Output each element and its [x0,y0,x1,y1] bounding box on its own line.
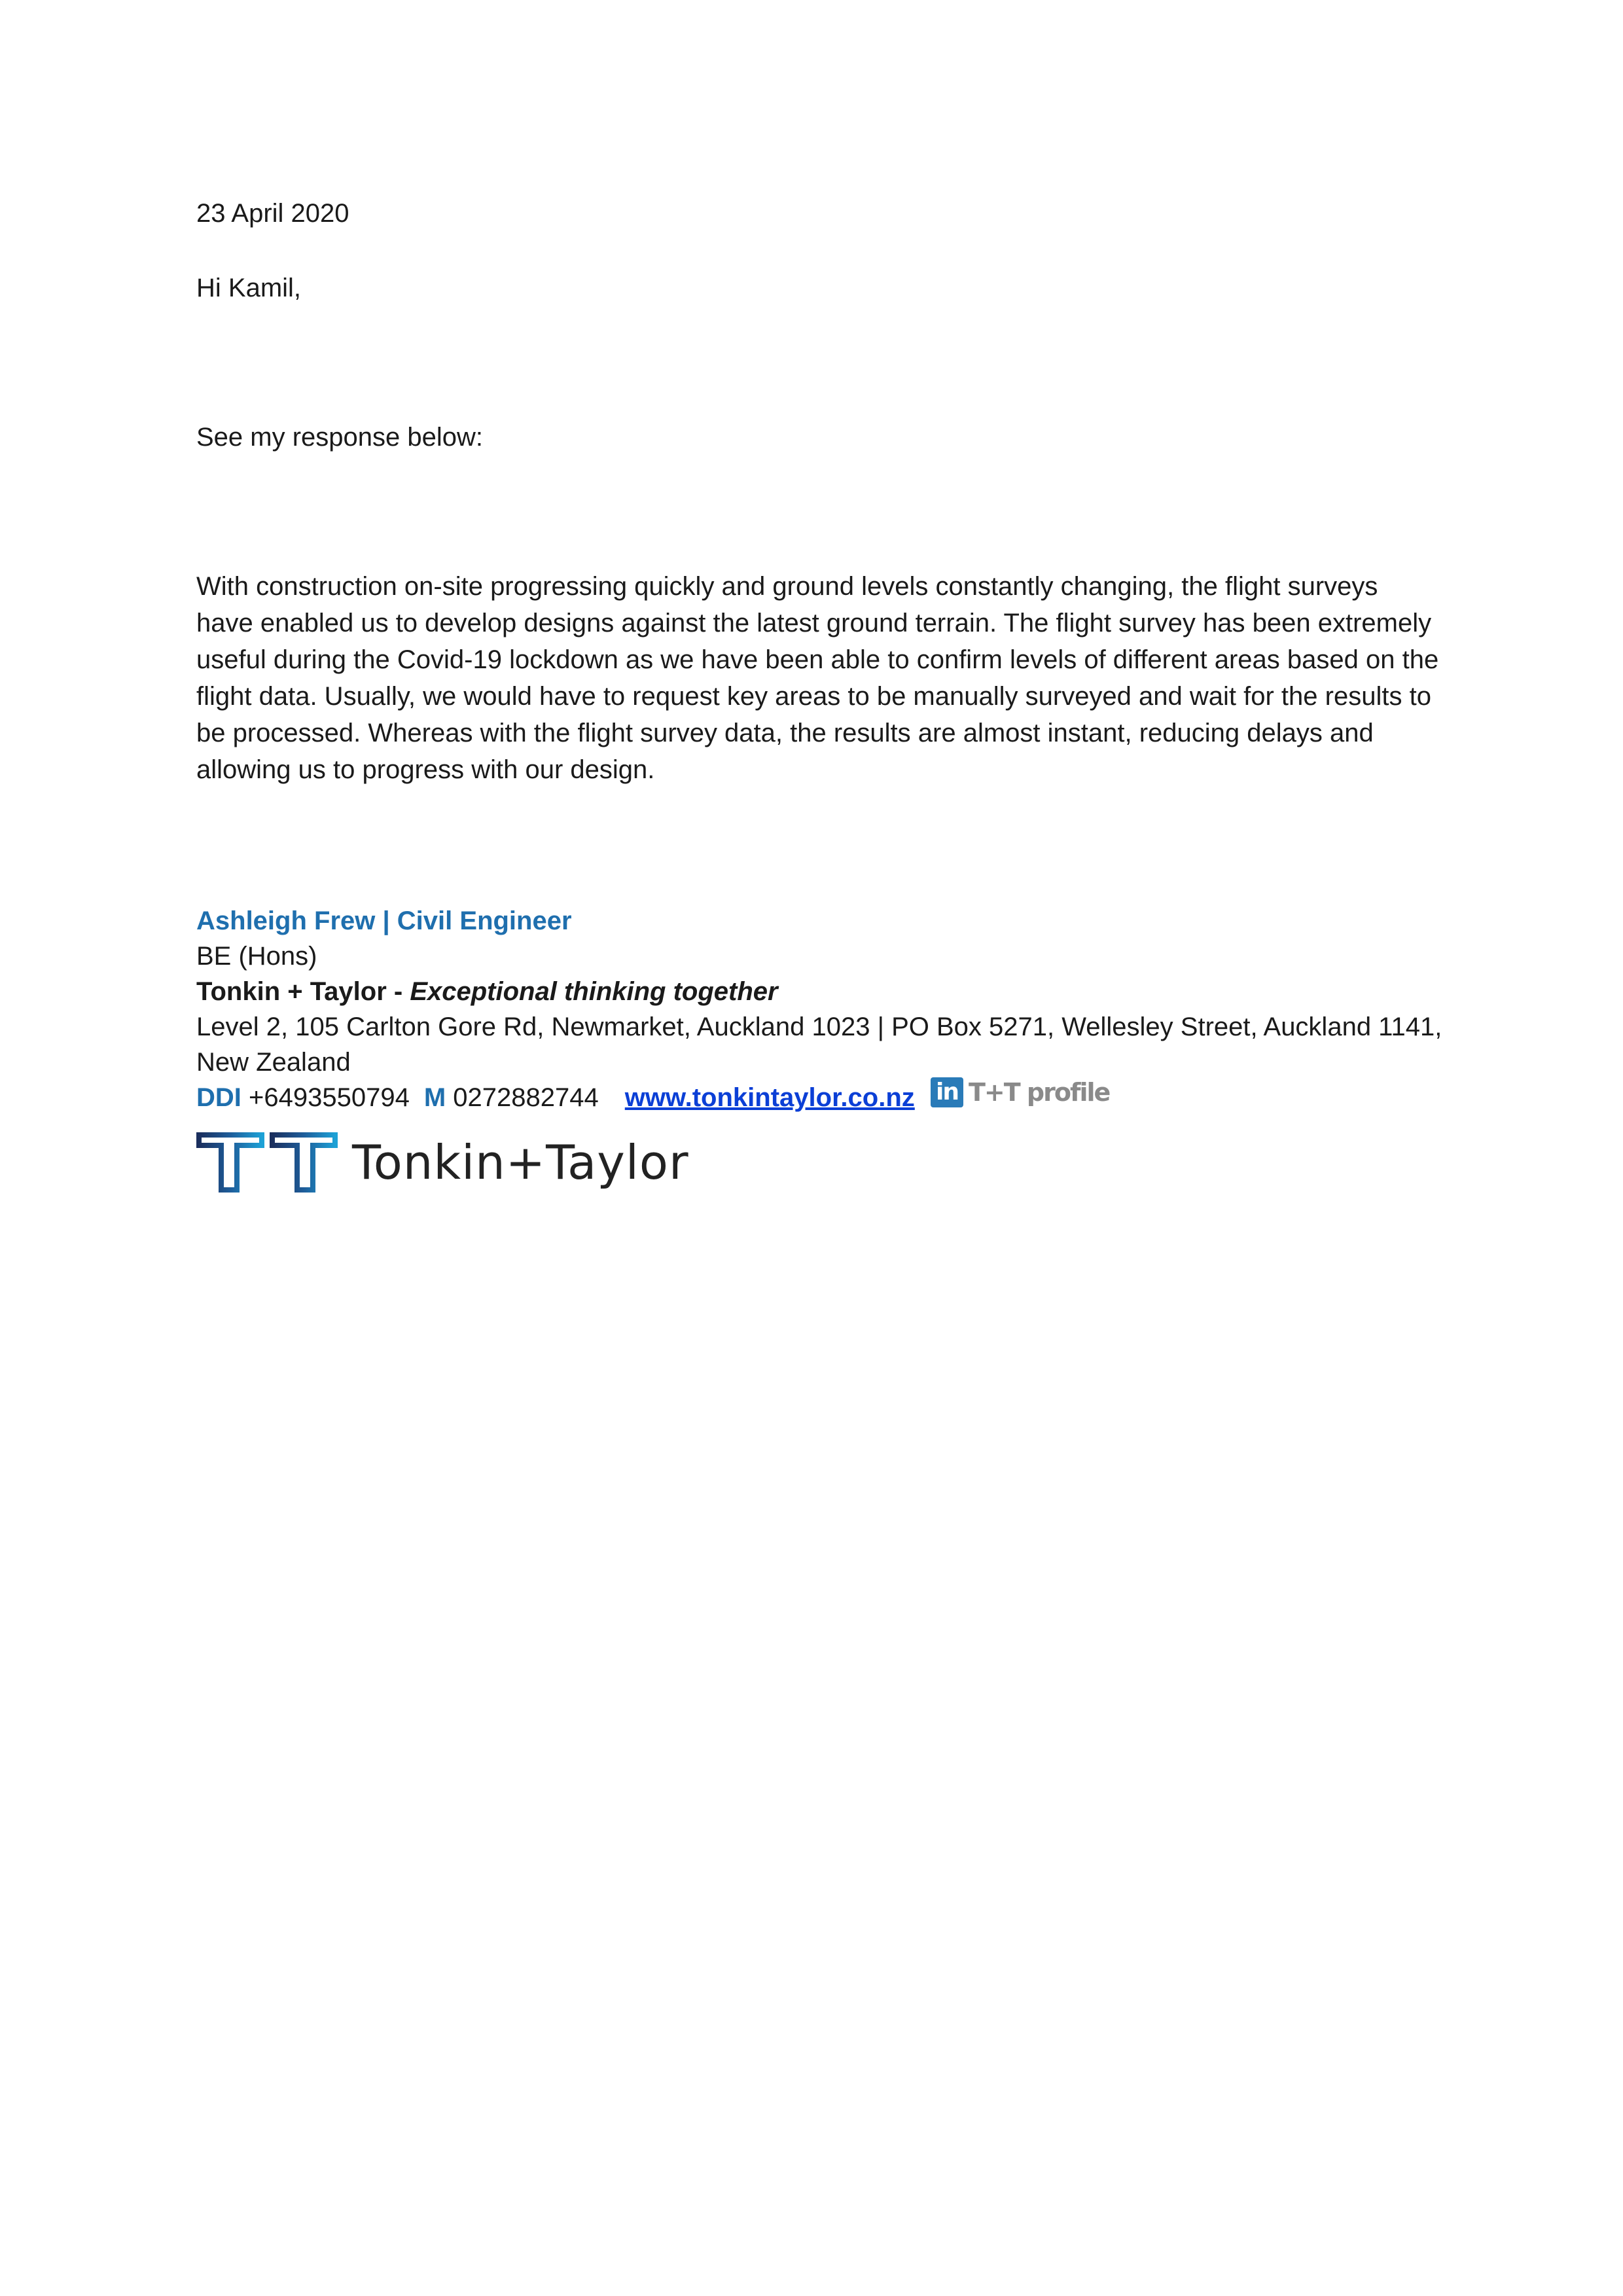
mobile-label: M [423,1083,446,1112]
mobile-number[interactable]: 0272882744 [453,1083,599,1112]
company-tagline: Exceptional thinking together [410,977,778,1006]
signature-contact [196,1080,915,1115]
tonkin-taylor-logo [196,1131,689,1194]
letter-intro: See my response below: [196,423,484,452]
ddi-number[interactable]: +6493550794 [249,1083,410,1112]
website-link[interactable]: www.tonkintaylor.co.nz [624,1083,915,1112]
signature-credentials: BE (Hons) [196,942,317,971]
letter-date: 23 April 2020 [196,199,349,228]
signature-name-title: Ashleigh Frew | Civil Engineer [196,906,572,935]
linkedin-profile-text: T+T profile [969,1078,1110,1107]
signature-company [196,974,778,1009]
tt-logo-mark-icon [196,1131,338,1194]
linkedin-icon: in [931,1077,963,1107]
logo-wordmark: Tonkin+Taylor [352,1135,689,1190]
letter-body: With construction on-site progressing quickly and ground levels constantly changing, the flight surveys have enabled us to develop designs against the latest ground terrain. The flight survey has been extremely useful during the Covid-19 lockdown as we have been able to confirm levels of different areas based on the flight data. Usually, we would have to request key areas to be manually surveyed and wait for the results to be processed. Whereas with the flight survey data, the results are almost instant, reducing delays and allowing us to progress with our design. [196,572,1439,784]
linkedin-profile-link[interactable] [931,1076,1109,1109]
company-name: Tonkin + Taylor - [196,977,410,1006]
letter-greeting: Hi Kamil, [196,274,302,302]
signature-address: Level 2, 105 Carlton Gore Rd, Newmarket, Auckland 1023 | PO Box 5271, Wellesley Street, Auckland 1141, New Zealand [196,1013,1442,1077]
ddi-label: DDI [196,1083,241,1112]
